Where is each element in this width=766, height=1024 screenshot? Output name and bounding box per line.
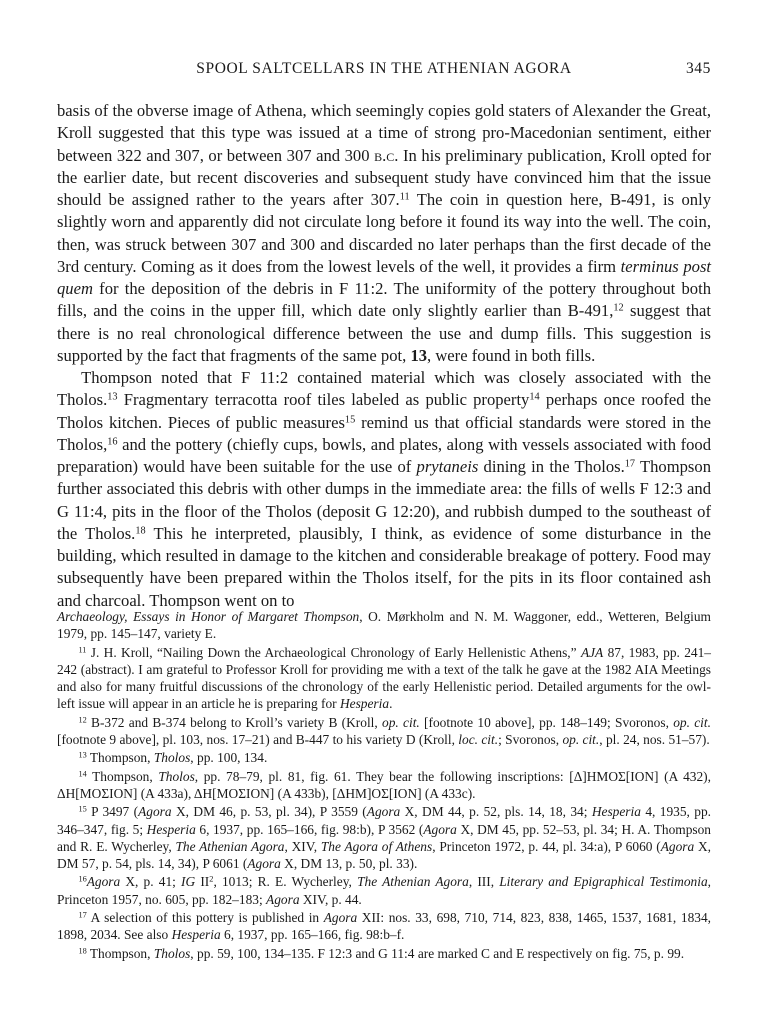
footnote-ref-17[interactable]: 17 — [624, 458, 636, 470]
page-number: 345 — [685, 60, 711, 77]
footnote-number: 16 — [78, 874, 87, 884]
footnote-number: 15 — [78, 804, 87, 814]
footnote-number: 14 — [78, 769, 87, 779]
footnote-number: 13 — [78, 750, 87, 760]
footnote-ref-13[interactable]: 13 — [107, 391, 118, 403]
footnote-ref-12[interactable]: 12 — [613, 302, 624, 314]
italic-term: terminus post quem — [57, 256, 712, 298]
footnote-ref-16[interactable]: 16 — [107, 436, 118, 448]
footnote-ref-15[interactable]: 15 — [344, 413, 356, 425]
running-title: SPOOL SALTCELLARS IN THE ATHENIAN AGORA — [196, 60, 572, 77]
footnote-ref-14[interactable]: 14 — [529, 391, 540, 403]
bc-abbreviation: b.c. — [374, 145, 399, 165]
italic-term: prytaneis — [416, 457, 479, 476]
running-header — [57, 60, 711, 82]
footnote-number: 11 — [78, 645, 87, 655]
main-text — [57, 100, 711, 612]
footnote-number: 18 — [78, 946, 87, 956]
footnote-number: 12 — [78, 715, 87, 725]
paragraph-2: Thompson noted that F 11:2 contained material which was closely associated with the Tholos.$^{13}$ Fragmentary terracotta roof tiles labeled as public property$^{14}$ perhaps once roofed the Tholos kitchen. Pieces of public measures$^{15}$ remind us that official standards were stored in the Tholos,$^{16}$ and the pottery (chiefly cups, bowls, and plates, along with vessels associated with food preparation) would have been suitable for the use of prytaneis dining in the Tholos.$^{17}$ Thompson further associated this debris with other dumps in the immediate area: the fills of wells F 12:3 and G 11:4, pits in the floor of the Tholos (deposit G 12:20), and rubbish dumped to the southeast of the Tholos.$^{18}$ This he interpreted, plausibly, I think, as evidence of some disturbance in the building, which resulted in damage to the kitchen and considerable breakage of pottery. Food may subsequently have been prepared within the Tholos itself, for the pits in its floor contained ash and charcoal. Thompson went on to — [57, 368, 712, 610]
footnote-11: $^{11}$ J. H. Kroll, “Nailing Down the Archaeological Chronology of Early Hellenistic Athens,” AJA 87, 1983, pp. 241–242 (abstract). I am grateful to Professor Kroll for providing me with a text of the talk he gave at the 1982 AIA Meetings and also for many fruitful discussions of the chronology of the early Hellenistic period. Detailed arguments for the owl-left issue will appear in an article he is preparing for Hesperia. — [57, 644, 711, 712]
footnote-16: $^{16}$Agora X, p. 41; IG $II^2$, 1013; R. E. Wycherley, The Athenian Agora, III, Literary and Epigraphical Testimonia, Princeton 1957, no. 605, pp. 182–183; Agora XIV, p. 44. — [57, 874, 711, 907]
footnote-ref-18[interactable]: 18 — [135, 525, 146, 537]
footnote-13: $^{13}$ Thompson, Tholos, pp. 100, 134. — [78, 750, 268, 766]
footnotes — [57, 608, 711, 963]
footnote-12: $^{12}$ B-372 and B-374 belong to Kroll’s variety B (Kroll, op. cit. [footnote 10 above], pp. 148–149; Svoronos, op. cit. [footnote 9 above], pl. 103, nos. 17–21) and B-447 to his variety D (Kroll, loc. cit.; Svoronos, op. cit., pl. 24, nos. 51–57). — [57, 714, 711, 748]
footnote-14: $^{14}$ Thompson, Tholos, pp. 78–79, pl. 81, fig. 61. They bear the following inscriptions: [Δ]ΗΜΟΣ[ΙΟΝ] (A 432), ΔΗ[ΜΟΣΙΟΝ] (A 433a), ΔΗ[ΜΟΣΙΟΝ] (A 433b), [ΔΗΜ]ΟΣ[ΙΟΝ] (A 433c). — [57, 768, 711, 801]
footnote-18: $^{18}$ Thompson, Tholos, pp. 59, 100, 134–135. F 12:3 and G 11:4 are marked C and E respectively on fig. 75, p. 99. — [78, 945, 685, 961]
paragraph-1: basis of the obverse image of Athena, which seemingly copies gold staters of Alexander the Great, Kroll suggested that this type was issued at a time of strong pro-Macedonian sentiment, either between 322 and 307, or between 307 and 300 b.c. In his preliminary publication, Kroll opted for the earlier date, but recent discoveries and subsequent study have convinced him that the issue should be assigned rather to the years after 307.11 The coin in question here, B-491, is only slightly worn and apparently did not circulate long before it found its way into the well. The coin, then, was struck between 307 and 300 and discarded no later perhaps than the first decade of the 3rd century. Coming as it does from the lowest levels of the well, it provides a firm terminus post quem for the deposition of the debris in F 11:2. The uniformity of the pottery throughout both fills, and the coins in the upper fill, which date only slightly earlier than B-491,12 suggest that there is no real chronological difference between the use and dump fills. This suggestion is supported by the fact that fragments of the same pot, 13, were found in both fills. — [57, 101, 712, 365]
footnote-15: $^{15}$ P 3497 (Agora X, DM 46, p. 53, pl. 34), P 3559 (Agora X, DM 44, p. 52, pls. 14, 18, 34; Hesperia 4, 1935, pp. 346–347, fig. 5; Hesperia 6, 1937, pp. 165–166, fig. 98:b), P 3562 (Agora X, DM 45, pp. 52–53, pl. 34; H. A. Thompson and R. E. Wycherley, The Athenian Agora, XIV, The Agora of Athens, Princeton 1972, p. 44, pl. 34:a), P 6060 (Agora X, DM 57, p. 54, pls. 14, 34), P 6061 (Agora X, DM 13, p. 50, pl. 33). — [57, 804, 712, 872]
catalog-number: 13 — [410, 345, 428, 365]
footnote-17: $^{17}$ A selection of this pottery is published in Agora XII: nos. 33, 698, 710, 714, 823, 838, 1465, 1537, 1681, 1834, 1898, 2034. See also Hesperia 6, 1937, pp. 165–166, fig. 98:b–f. — [57, 910, 712, 943]
footnote-continuation: Archaeology, Essays in Honor of Margaret Thompson, O. Mørkholm and N. M. Waggoner, edd., Wetteren, Belgium 1979, pp. 145–147, variety E. — [57, 609, 711, 642]
footnote-number: 17 — [78, 910, 87, 920]
footnote-ref-11[interactable]: 11 — [399, 191, 410, 203]
